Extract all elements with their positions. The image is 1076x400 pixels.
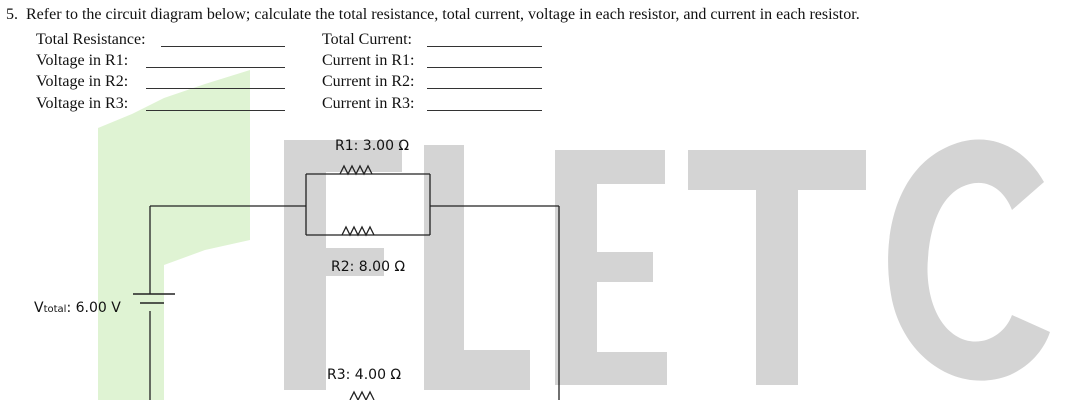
question-text: Refer to the circuit diagram below; calculate the total resistance, total current, voltage in each resistor, and current in each resistor. <box>26 6 860 23</box>
vtotal-value: : 6.00 V <box>66 300 121 316</box>
r2-resistor-symbol <box>342 227 374 235</box>
total-resistance-label: Total Resistance: <box>36 31 146 48</box>
voltage-r1-label: Voltage in R1: <box>36 52 129 69</box>
vtotal-label <box>34 300 121 316</box>
voltage-r3-label: Voltage in R3: <box>36 95 129 112</box>
current-r2-label: Current in R2: <box>322 73 415 90</box>
r1-resistor-symbol <box>340 166 372 174</box>
r3-label: R3: 4.00 Ω <box>327 367 402 383</box>
current-r3-label: Current in R3: <box>322 95 415 112</box>
question-number: 5. <box>6 6 18 23</box>
vtotal-subscript: total <box>43 304 67 315</box>
r3-resistor-symbol <box>350 392 374 400</box>
r2-label: R2: 8.00 Ω <box>331 259 406 275</box>
r1-label: R1: 3.00 Ω <box>335 138 410 154</box>
current-r1-label: Current in R1: <box>322 52 415 69</box>
voltage-r2-label: Voltage in R2: <box>36 73 129 90</box>
total-current-label: Total Current: <box>322 31 412 48</box>
vtotal-prefix: V <box>34 300 44 316</box>
